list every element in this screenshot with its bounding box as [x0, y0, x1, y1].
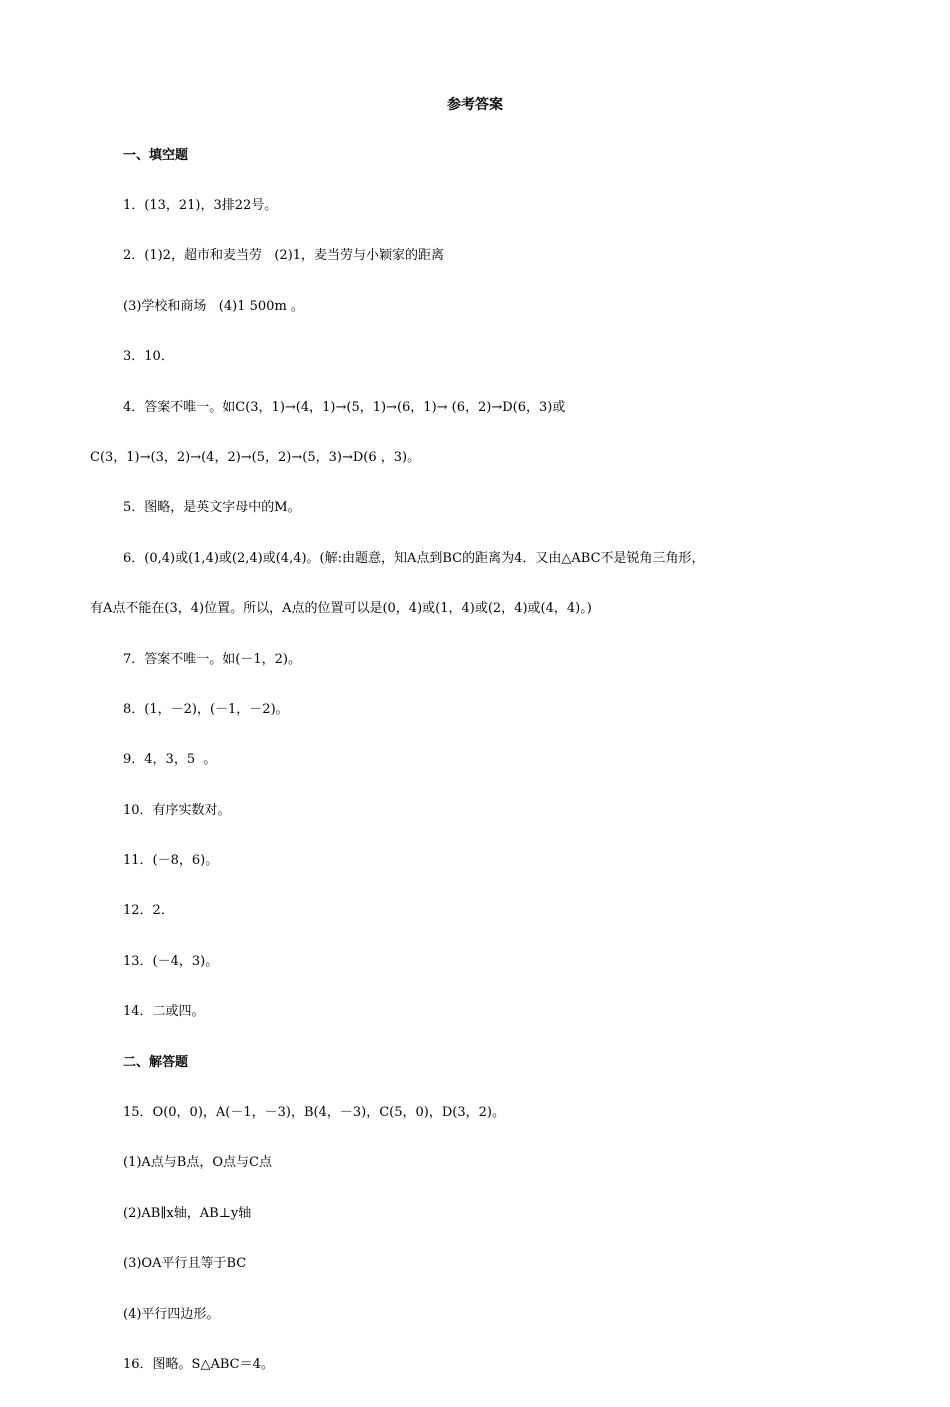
answer-15-part-4: (4)平行四边形。 [123, 1306, 220, 1322]
answer-2-line-2: (3)学校和商场 (4)1 500m 。 [123, 298, 304, 314]
answer-15-part-1: (1)A点与B点，O点与C点 [123, 1155, 272, 1171]
answer-10: 10．有序实数对。 [123, 802, 231, 818]
answer-15: 15．O(0，0)，A(－1，－3)，B(4，－3)，C(5，0)，D(3，2)。 [123, 1105, 505, 1121]
answer-1: 1．(13，21)，3排22号。 [123, 197, 278, 213]
answer-11: 11．(－8，6)。 [123, 853, 219, 869]
answer-15-part-3: (3)OA平行且等于BC [123, 1256, 247, 1272]
answer-14: 14．二或四。 [123, 1004, 205, 1020]
section-heading-solutions: 二、解答题 [123, 1054, 189, 1070]
answer-6-line-1: 6．(0,4)或(1,4)或(2,4)或(4,4)。(解:由题意，知A点到BC的距离为4．又由△ABC不是锐角三角形， [123, 550, 705, 566]
page-title: 参考答案 [447, 97, 503, 113]
answer-7: 7．答案不唯一。如(－1，2)。 [123, 651, 301, 667]
answer-4-line-1: 4．答案不唯一。如C(3，1)→(4，1)→(5，1)→(6，1)→ (6，2)→D(6，3)或 [123, 399, 566, 415]
answer-16: 16．图略。S△ABC＝4。 [123, 1356, 274, 1372]
answer-6-line-2: 有A点不能在(3，4)位置。所以，A点的位置可以是(0，4)或(1，4)或(2，4)或(4，4)。) [90, 601, 592, 617]
answer-15-part-2: (2)AB∥x轴，AB⊥y轴 [123, 1205, 252, 1221]
answer-5: 5．图略，是英文字母中的M。 [123, 500, 301, 516]
section-heading-fill-in: 一、填空题 [123, 147, 189, 163]
answer-13: 13．(－4，3)。 [123, 953, 219, 969]
answer-3: 3．10． [123, 349, 174, 365]
answer-9: 9．4，3，5 。 [123, 752, 217, 768]
answer-body [90, 114, 870, 1407]
answer-2-line-1: 2．(1)2，超市和麦当劳 (2)1，麦当劳与小颖家的距离 [123, 248, 445, 264]
answer-8: 8．(1，－2)，(－1，－2)。 [123, 701, 289, 717]
answer-12: 12．2． [123, 903, 174, 919]
answer-4-line-2: C(3，1)→(3，2)→(4，2)→(5，2)→(5，3)→D(6 ，3)。 [90, 449, 421, 465]
